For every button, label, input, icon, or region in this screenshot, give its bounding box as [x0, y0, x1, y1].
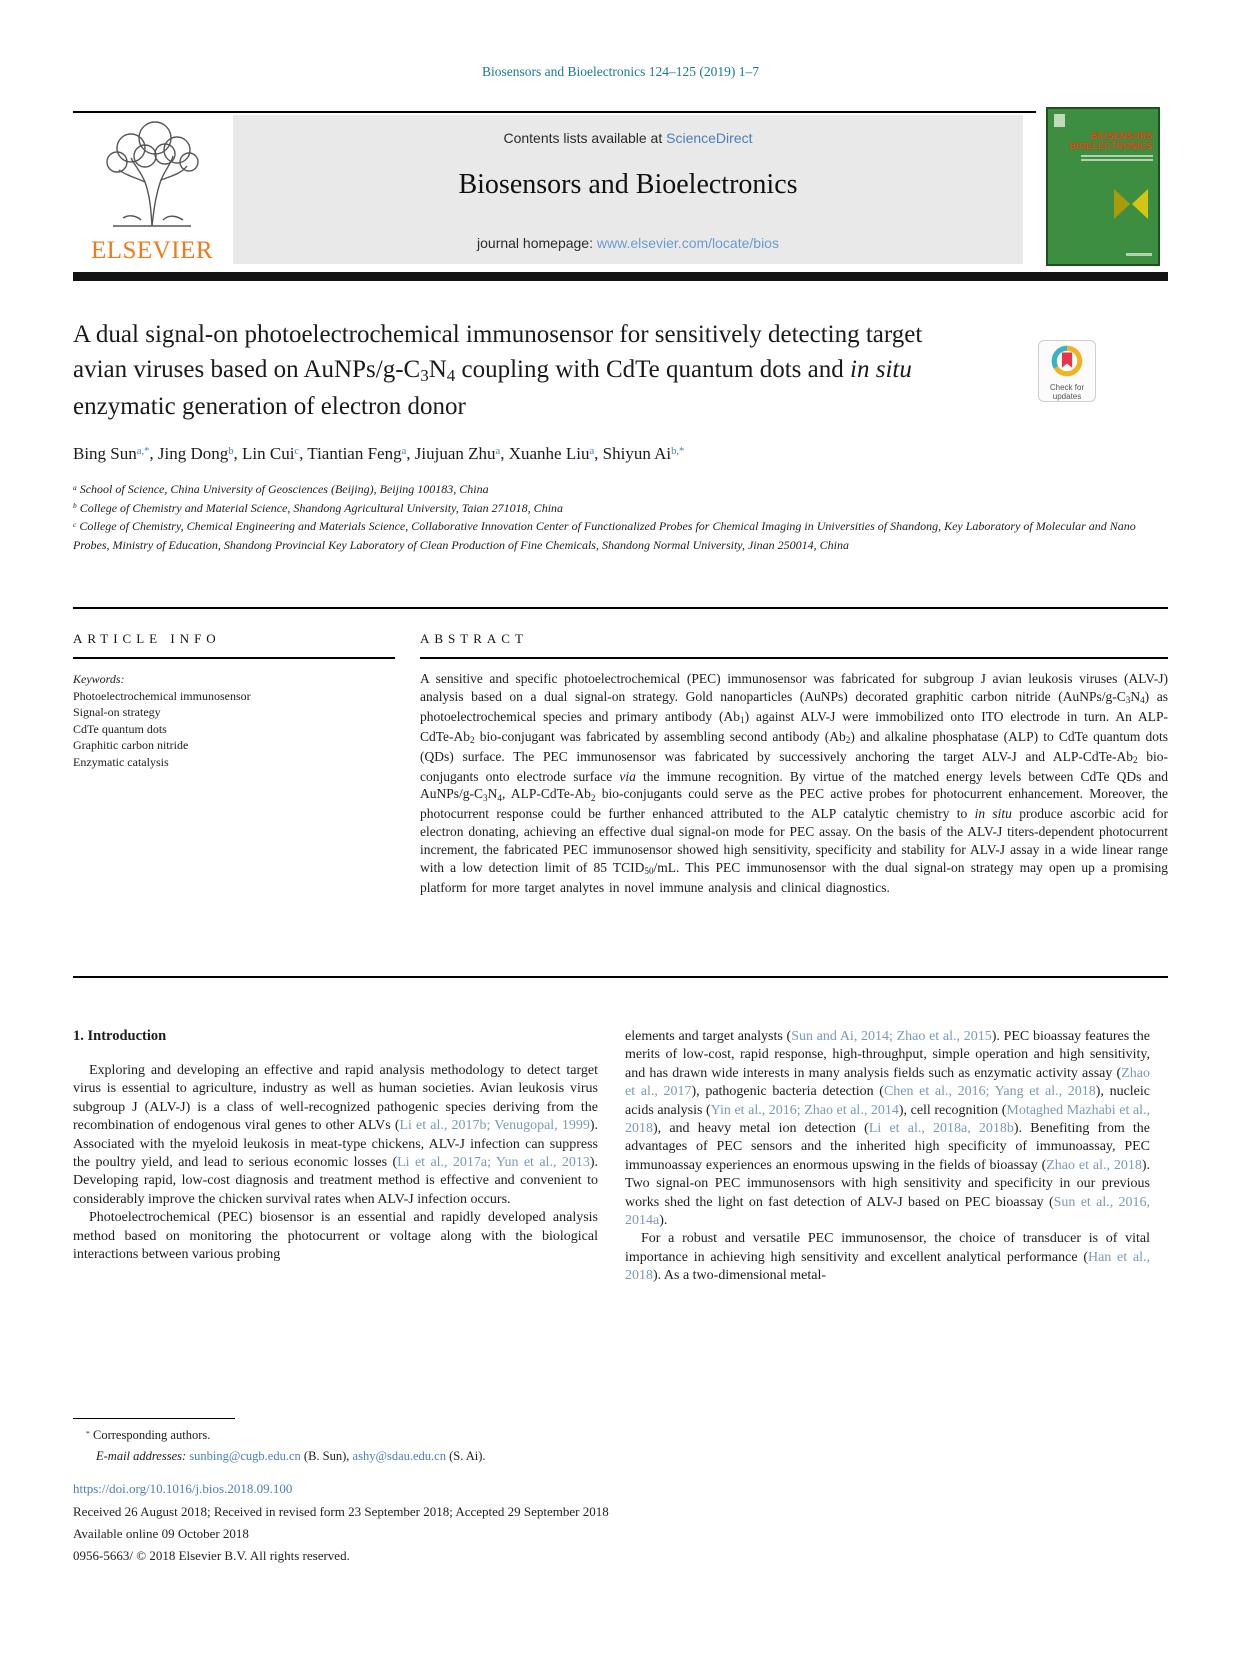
article-info-rule	[73, 657, 395, 659]
check-for-updates-label: Check for updates	[1049, 383, 1085, 401]
journal-header-box	[233, 115, 1023, 264]
citation-link[interactable]: Li et al., 2018a, 2018b	[868, 1121, 1014, 1137]
cover-bowtie-graphic	[1114, 187, 1148, 221]
journal-homepage-link[interactable]: www.elsevier.com/locate/bios	[596, 235, 779, 251]
introduction-heading: 1. Introduction	[73, 1028, 167, 1044]
citation-link[interactable]: Sun et al., 2016, 2014a	[625, 1194, 1150, 1229]
header-divider-bar	[73, 272, 1168, 281]
author-list: Bing Sun$^{a,*}$, Jing Dong$^b$, Lin Cui$^c$, Tiantian Feng$^a$, Jiujuan Zhu$^a$, Xuanhe Liu$^a$, Shiyun $Ai^{b,*}$	[73, 444, 685, 463]
section-rule-bottom	[73, 976, 1168, 978]
journal-homepage-line: journal homepage: www.elsevier.com/locate/bios	[477, 235, 779, 251]
citation-link[interactable]: Yin et al., 2016; Zhao et al., 2014	[710, 1102, 899, 1118]
cover-emblem-icon	[1054, 114, 1065, 127]
citation-link[interactable]: Li et al., 2017a; Yun et al., 2013	[397, 1155, 590, 1171]
corresponding-authors-note: * Corresponding authors.	[86, 1428, 211, 1442]
citation-link[interactable]: Han et al., 2018	[625, 1249, 1151, 1284]
issn-copyright: 0956-5663/ © 2018 Elsevier B.V. All rights reserved.	[73, 1548, 350, 1563]
running-head-citation: Biosensors and Bioelectronics 124–125 (2019) 1–7	[481, 64, 760, 79]
keywords-label: Keywords:	[73, 672, 125, 686]
intro-paragraph: elements and target analysts (Sun and Ai, 2014; Zhao et al., 2015). PEC bioassay features the merits of low-cost, rapid response, high-throughput, simple operation and high sensitivity, and has drawn wide interests in many analysis fields such as enzymatic activity assay (Zhao et al., 2017), pathogenic bacteria detection (Chen et al., 2016; Yang et al., 2018), nucleic acids analysis (Yin et al., 2016; Zhao et al., 2014), cell recognition (Motaghed Mazhabi et al., 2018), and heavy metal ion detection (Li et al., 2018a, 2018b). Benefiting from the advantages of PEC sensors and the inherited high specificity of immunoassay, PEC immunoassay experiences an enormous upswing in the fields of bioassay (Zhao et al., 2018). Two signal-on PEC immunosensors with high sensitivity and specificity in our previous works shed the light on fast detection of ALV-J based on PEC bioassay (Sun et al., 2016, 2014a).	[625, 1029, 1151, 1229]
intro-paragraph: For a robust and versatile PEC immunosensor, the choice of transducer is of vital importance in achieving high sensitivity and excellent analytical performance (Han et al., 2018). As a two-dimensional metal-	[625, 1231, 1151, 1284]
email-addresses-note: E-mail addresses: sunbing@cugb.edu.cn (B. Sun), ashy@sdau.edu.cn (S. Ai).	[96, 1449, 486, 1463]
abstract-rule	[420, 657, 1168, 659]
body-column-right	[625, 1028, 1150, 1286]
keyword-item: CdTe quantum dots	[73, 721, 167, 736]
header-top-rule	[73, 111, 1036, 113]
check-for-updates-badge[interactable]	[1038, 340, 1096, 402]
body-column-left	[73, 1062, 598, 1264]
affiliations	[73, 481, 1168, 554]
available-online-date: Available online 09 October 2018	[73, 1526, 249, 1541]
affiliation-b: $^b$ College of Chemistry and Material Science, Shandong Agricultural University, Taian 271018, China	[73, 500, 564, 515]
keyword-item: Enzymatic catalysis	[73, 754, 169, 769]
citation-link[interactable]: Sun and Ai, 2014; Zhao et al., 2015	[791, 1029, 992, 1044]
intro-paragraph: Exploring and developing an effective and rapid analysis methodology to detect target virus is essential to agriculture, industry as well as human societies. Avian leukosis virus subgroup J (ALV-J) is a class of well-recognized pathogenic species deriving from the recombination of endogenous viral genes to other ALVs (Li et al., 2017b; Venugopal, 1999). Associated with the myeloid leukosis in meat-type chickens, ALV-J infection can suppress the poultry yield, and lead to serious economic losses (Li et al., 2017a; Yun et al., 2013). Developing rapid, low-cost diagnosis and treatment method is effective and convenient to considerably improve the chicken survival rates when ALV-J infection occurs.	[73, 1063, 598, 1207]
article-info-heading: ARTICLE INFO	[73, 631, 221, 646]
keyword-item: Graphitic carbon nitride	[73, 738, 189, 752]
footnote-rule	[73, 1418, 235, 1419]
keyword-item: Photoelectrochemical immunosensor	[73, 688, 251, 703]
article-title: A dual signal-on photoelectrochemical immunosensor for sensitively detecting target avian viruses based on AuNPs/g-C3N4 coupling with CdTe quantum dots and in situ enzymatic generation of electron donor	[73, 321, 923, 420]
received-dates: Received 26 August 2018; Received in revised form 23 September 2018; Accepted 29 September 2018	[73, 1504, 609, 1519]
abstract-heading: ABSTRACT	[420, 631, 528, 646]
affiliation-a: $^a$ School of Science, China University of Geosciences (Beijing), Beijing 100183, China	[73, 482, 489, 496]
doi-link[interactable]: https://doi.org/10.1016/j.bios.2018.09.100	[73, 1481, 293, 1496]
cover-subtitle-lines	[1081, 155, 1153, 163]
email-link-sun[interactable]: sunbing@cugb.edu.cn	[189, 1449, 301, 1463]
citation-link[interactable]: Zhao et al., 2018	[1046, 1157, 1142, 1173]
citation-link[interactable]: Motaghed Mazhabi et al., 2018	[625, 1102, 1151, 1137]
journal-cover-thumbnail[interactable]	[1046, 107, 1160, 266]
citation-link[interactable]: Zhao et al., 2017	[625, 1065, 1150, 1100]
cover-title: BIOSENSORS BIOELECTRONICS	[1069, 131, 1153, 151]
section-rule-top	[73, 607, 1168, 609]
citation-link[interactable]: Chen et al., 2016; Yang et al., 2018	[883, 1084, 1096, 1100]
elsevier-tree-icon	[93, 118, 211, 230]
journal-title: Biosensors and Bioelectronics	[458, 169, 798, 200]
keywords-block	[73, 671, 403, 770]
intro-paragraph: Photoelectrochemical (PEC) biosensor is an essential and rapidly developed analysis method based on monitoring the photocurrent or voltage along with the biological interactions between various probing	[73, 1210, 598, 1263]
email-link-ai[interactable]: ashy@sdau.edu.cn	[352, 1449, 446, 1463]
keyword-item: Signal-on strategy	[73, 705, 161, 719]
contents-list-line: Contents lists available at ScienceDirect	[503, 130, 753, 146]
sciencedirect-link[interactable]: ScienceDirect	[666, 130, 753, 146]
affiliation-c: $^c$ College of Chemistry, Chemical Engineering and Materials Science, Collaborative Innovation Center of Functionalized Probes for Chemical Imaging in Universities of Shandong, Key Laboratory of Molecular and Nano Probes, Ministry of Education, Shandong Provincial Key Laboratory of Clean Production of Fine Chemicals, Shandong Normal University, Jinan 250014, China	[73, 519, 1136, 552]
citation-link[interactable]: Li et al., 2017b; Venugopal, 1999	[399, 1118, 590, 1134]
check-for-updates-icon	[1050, 344, 1084, 378]
elsevier-logo[interactable]	[73, 118, 231, 264]
cover-bottom-text-bar	[1126, 253, 1152, 256]
elsevier-logo-text: ELSEVIER	[90, 237, 214, 264]
abstract-body: A sensitive and specific photoelectrochemical (PEC) immunosensor was fabricated for subgroup J avian leukosis viruses (ALV-J) analysis based on a dual signal-on strategy. Gold nanoparticles (AuNPs) decorated graphitic carbon nitride (AuNPs/g-C3N4) as photoelectrochemical species and primary antibody (Ab1) against ALV-J were immobilized onto ITO electrode in turn. An ALP-CdTe-Ab2 bio-conjugant was fabricated by assembling second antibody (Ab2) and alkaline phosphatase (ALP) to CdTe quantum dots (QDs) surface. The PEC immunosensor was fabricated by successively anchoring the target ALV-J and ALP-CdTe-Ab2 bio-conjugants onto electrode surface via the immune recognition. By virtue of the matched energy levels between CdTe QDs and AuNPs/g-C3N4, ALP-CdTe-Ab2 bio-conjugants could serve as the PEC active probes for photocurrent enhancement. Moreover, the photocurrent response could be further enhanced attributed to the ALP catalytic chemistry to in situ produce ascorbic acid for electron donating, achieving an effective dual signal-on mode for PEC assay. On the basis of the ALV-J titers-dependent photocurrent increment, the fabricated PEC immunosensor showed high sensitivity, specificity and stability for ALV-J assay in a wide linear range with a low detection limit of 85 TCID50/mL. This PEC immunosensor with the dual signal-on strategy may open up a promising platform for more target analytes in novel immune analysis and clinical diagnostics.	[420, 671, 1169, 895]
